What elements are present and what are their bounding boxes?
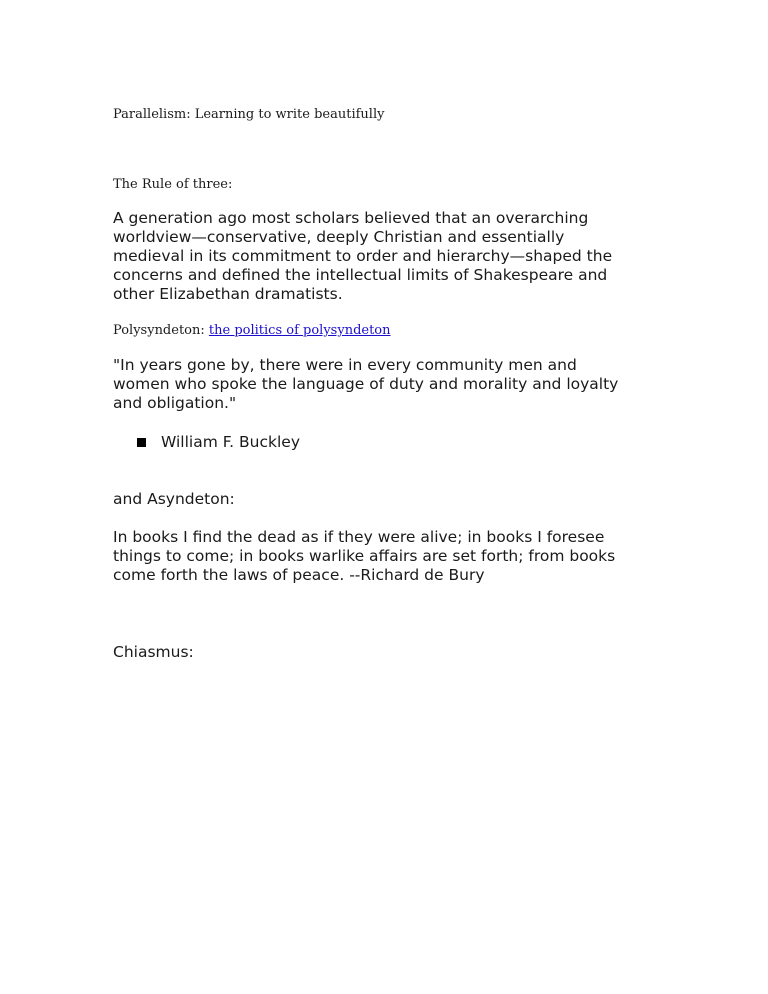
paragraph-line: things to come; in books warlike affairs are set forth; from books [113,547,616,565]
square-bullet-icon [137,438,146,447]
document-title: Parallelism: Learning to write beautifully [113,107,385,122]
polysyndeton-link[interactable]: the politics of polysyndeton [208,323,391,338]
quote-line: women who spoke the language of duty and morality and loyalty [113,375,619,393]
polysyndeton-line [113,323,391,338]
paragraph-line: In books I find the dead as if they were alive; in books I foresee [113,528,605,546]
quote-line: "In years gone by, there were in every community men and [113,356,577,374]
paragraph-line: A generation ago most scholars believed that an overarching [113,209,589,227]
quote-line: and obligation." [113,394,237,412]
buckley-quote [113,356,658,413]
attribution-text: William F. Buckley [161,433,300,451]
asyndeton-paragraph [113,528,658,585]
asyndeton-heading: and Asyndeton: [113,490,235,508]
chiasmus-heading: Chiasmus: [113,643,194,661]
paragraph-line: concerns and defined the intellectual limits of Shakespeare and [113,266,608,284]
rule-of-three-paragraph [113,209,658,304]
paragraph-line: worldview—conservative, deeply Christian and essentially [113,228,565,246]
paragraph-line: come forth the laws of peace. --Richard de Bury [113,566,485,584]
rule-of-three-heading: The Rule of three: [113,177,233,192]
paragraph-line: other Elizabethan dramatists. [113,285,343,303]
polysyndeton-label: Polysyndeton: [113,323,205,338]
attribution-list-item [137,433,300,452]
paragraph-line: medieval in its commitment to order and hierarchy—shaped the [113,247,613,265]
